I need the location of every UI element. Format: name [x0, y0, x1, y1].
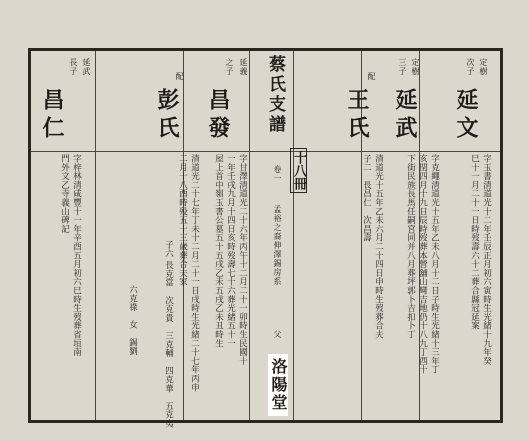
right-col2-rel: 三子 [398, 58, 407, 76]
right-col3-label: 配 [367, 72, 376, 81]
branch-label: 孟裕之裔伸澤錫房系 [273, 205, 282, 286]
divider [95, 51, 96, 420]
right-col1-text2: 巳十一月二十一日時歿壽六十二葬合縣冠延案 [469, 154, 480, 330]
right-col1-text1: 字玉書清道光十二年壬辰正月初六寅時生光緒十九年癸 [481, 154, 492, 366]
right-col2-text3: 下街民族長馬任嗣宮同并八月葬坪郭卜吉扣卜丁 [405, 154, 416, 339]
right-col2-text1: 字克繩清道光十五年乙未八月十二日子時生光緒十三年丁 [429, 154, 440, 374]
right-col2-name: 延武 [392, 88, 418, 144]
divider [31, 151, 500, 152]
left-col1-name: 昌發 [205, 88, 231, 144]
left-col3-name: 昌仁 [39, 88, 65, 144]
right-col3-text2: 子二 長昌仁 次昌壽 [361, 154, 372, 242]
left-col2-text4: 六克祿 女 錫劉 [127, 285, 138, 356]
left-col1-text1: 字甘澤清道光二十六年丙午十二月二十一卯時生民國十 [237, 154, 248, 366]
volume-label: 卷一 [273, 165, 282, 183]
left-col1-rel: 之子 [225, 58, 234, 76]
page-mark: 父 [273, 330, 282, 339]
left-col2-text3: 子六 長克當 次克貴 三克輔 四克華 五克夷 [163, 240, 174, 428]
book-title: 蔡氏支譜 [265, 55, 285, 135]
right-col1-name: 延文 [453, 88, 479, 144]
hall-name: 洛陽堂 [268, 354, 288, 416]
right-col3-name: 王氏 [344, 88, 370, 144]
left-col3-text1: 字梓林清咸豐十一年辛酉五月初六巳時生歿葬省垣南 [71, 154, 82, 357]
right-col3-text1: 清道光十五年乙未六月二十四日申時生歿葬合夫 [373, 154, 384, 339]
right-col1-rel: 次子 [466, 58, 475, 76]
left-col1-top: 延義 [239, 58, 248, 76]
left-col3-text2: 門外文乙寺義山碑記 [59, 154, 70, 234]
left-col3-rel: 長子 [69, 58, 78, 76]
left-col2-name: 彭氏 [154, 88, 180, 144]
right-col2-top: 定樹 [411, 58, 420, 76]
left-col1-text2: 一年壬戌九月十四日亥時歿壽七十六葬光緒五十一 [225, 154, 236, 348]
divider [293, 51, 294, 420]
volume-badge: 十八冊 [290, 148, 307, 193]
left-col2-text1: 清道光二十七年丁未十二月二十一日戌時生光緒二十七年丙申 [189, 154, 200, 392]
left-col2-label: 配 [175, 72, 184, 81]
divider [249, 51, 250, 420]
left-col1-text3: 屋上首中嶺玉書公墓五十五戌乙未五戌乙未丑時生 [213, 154, 224, 348]
left-col3-top: 延武 [82, 58, 91, 76]
right-col1-top: 定樹 [479, 58, 488, 76]
right-col2-text2: 亥閏四月十九日辰時歿葬本營舖山彎吉地仍十八九丁酉十 [417, 154, 428, 374]
left-col2-text2: 二月十八酉時殁五十三歲葬合夫家 [177, 154, 188, 286]
